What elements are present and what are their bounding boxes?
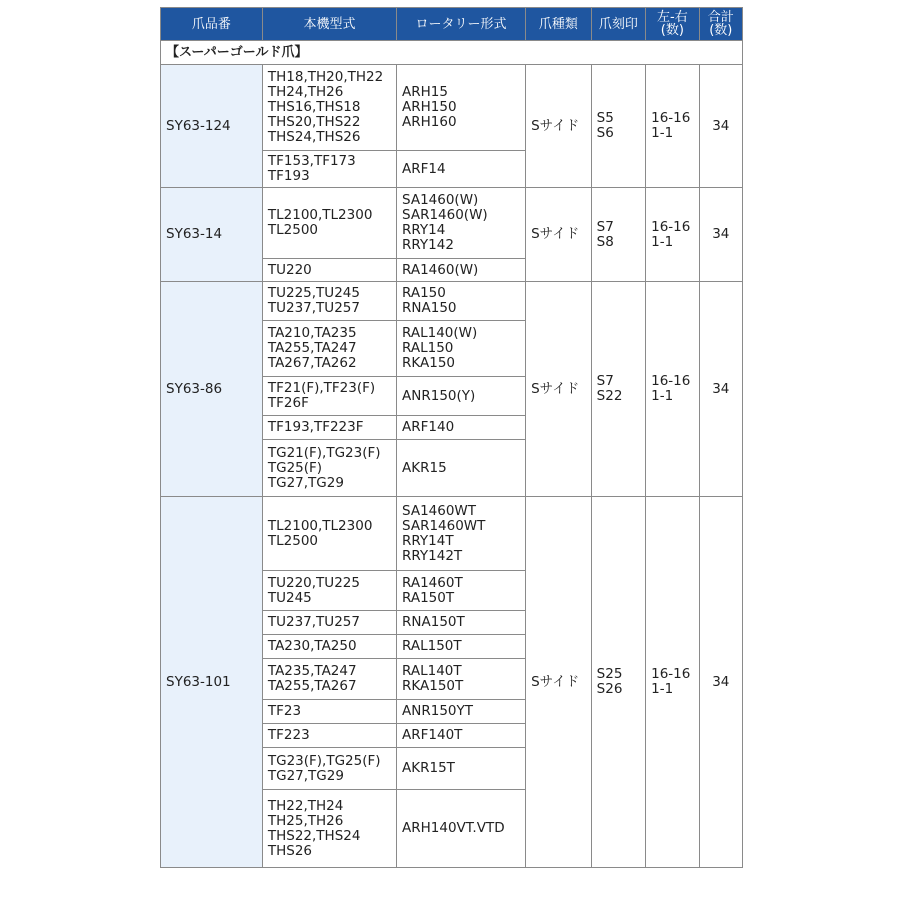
rotary-cell: RA1460T RA150T [397, 571, 526, 611]
model-cell: TH22,TH24 TH25,TH26 THS22,THS24 THS26 [262, 790, 396, 868]
rotary-cell: SA1460(W) SAR1460(W) RRY14 RRY142 [397, 188, 526, 259]
part-number-cell: SY63-14 [161, 188, 263, 282]
total-count-cell: 34 [699, 188, 742, 282]
left-right-count-cell: 16-16 1-1 [646, 282, 699, 497]
rotary-cell: RAL140(W) RAL150 RKA150 [397, 321, 526, 377]
table-body [161, 41, 743, 868]
rotary-cell: ANR150(Y) [397, 377, 526, 416]
header-left-right-line1: 左-右 [657, 10, 688, 25]
model-cell: TF153,TF173 TF193 [262, 151, 396, 188]
table-row [161, 65, 743, 151]
parts-compatibility-table [160, 7, 743, 868]
stamp-cell: S25 S26 [591, 497, 645, 868]
rotary-cell: ARH15 ARH150 ARH160 [397, 65, 526, 151]
section-title: 【スーパーゴールド爪】 [161, 41, 743, 65]
model-cell: TH18,TH20,TH22 TH24,TH26 THS16,THS18 THS20,THS22 THS24,THS26 [262, 65, 396, 151]
table-row [161, 188, 743, 259]
left-right-count-cell: 16-16 1-1 [646, 188, 699, 282]
header-part-no: 爪品番 [161, 8, 263, 41]
rotary-cell: RA1460(W) [397, 259, 526, 282]
left-right-count-cell: 16-16 1-1 [646, 65, 699, 188]
header-total [699, 8, 742, 41]
model-cell: TU237,TU257 [262, 611, 396, 635]
rotary-cell: SA1460WT SAR1460WT RRY14T RRY142T [397, 497, 526, 571]
stamp-cell: S5 S6 [591, 65, 645, 188]
stamp-cell: S7 S8 [591, 188, 645, 282]
rotary-cell: ARF140 [397, 416, 526, 440]
total-count-cell: 34 [699, 65, 742, 188]
model-cell: TU220 [262, 259, 396, 282]
total-count-cell: 34 [699, 497, 742, 868]
rotary-cell: AKR15 [397, 440, 526, 497]
rotary-cell: RA150 RNA150 [397, 282, 526, 321]
part-number-cell: SY63-86 [161, 282, 263, 497]
stamp-cell: S7 S22 [591, 282, 645, 497]
header-left-right-line2: (数) [660, 23, 684, 38]
part-number-cell: SY63-124 [161, 65, 263, 188]
total-count-cell: 34 [699, 282, 742, 497]
header-model: 本機型式 [262, 8, 396, 41]
rotary-cell: RAL150T [397, 635, 526, 659]
claw-type-cell: Sサイド [526, 497, 592, 868]
model-cell: TG23(F),TG25(F) TG27,TG29 [262, 748, 396, 790]
header-stamp: 爪刻印 [591, 8, 645, 41]
model-cell: TF193,TF223F [262, 416, 396, 440]
rotary-cell: ANR150YT [397, 700, 526, 724]
left-right-count-cell: 16-16 1-1 [646, 497, 699, 868]
table-row [161, 282, 743, 321]
header-claw-type: 爪種類 [526, 8, 592, 41]
model-cell: TG21(F),TG23(F) TG25(F) TG27,TG29 [262, 440, 396, 497]
model-cell: TU220,TU225 TU245 [262, 571, 396, 611]
claw-type-cell: Sサイド [526, 65, 592, 188]
model-cell: TF23 [262, 700, 396, 724]
model-cell: TA210,TA235 TA255,TA247 TA267,TA262 [262, 321, 396, 377]
model-cell: TA235,TA247 TA255,TA267 [262, 659, 396, 700]
section-row [161, 41, 743, 65]
model-cell: TF21(F),TF23(F) TF26F [262, 377, 396, 416]
model-cell: TU225,TU245 TU237,TU257 [262, 282, 396, 321]
rotary-cell: ARF14 [397, 151, 526, 188]
header-total-line2: (数) [709, 23, 733, 38]
model-cell: TA230,TA250 [262, 635, 396, 659]
model-cell: TL2100,TL2300 TL2500 [262, 497, 396, 571]
claw-type-cell: Sサイド [526, 188, 592, 282]
header-left-right [646, 8, 699, 41]
rotary-cell: AKR15T [397, 748, 526, 790]
table-row [161, 497, 743, 571]
rotary-cell: RNA150T [397, 611, 526, 635]
rotary-cell: ARH140VT.VTD [397, 790, 526, 868]
rotary-cell: RAL140T RKA150T [397, 659, 526, 700]
part-number-cell: SY63-101 [161, 497, 263, 868]
claw-type-cell: Sサイド [526, 282, 592, 497]
model-cell: TL2100,TL2300 TL2500 [262, 188, 396, 259]
model-cell: TF223 [262, 724, 396, 748]
header-rotary: ロータリー形式 [397, 8, 526, 41]
rotary-cell: ARF140T [397, 724, 526, 748]
header-total-line1: 合計 [707, 10, 734, 25]
header-row [161, 8, 743, 41]
